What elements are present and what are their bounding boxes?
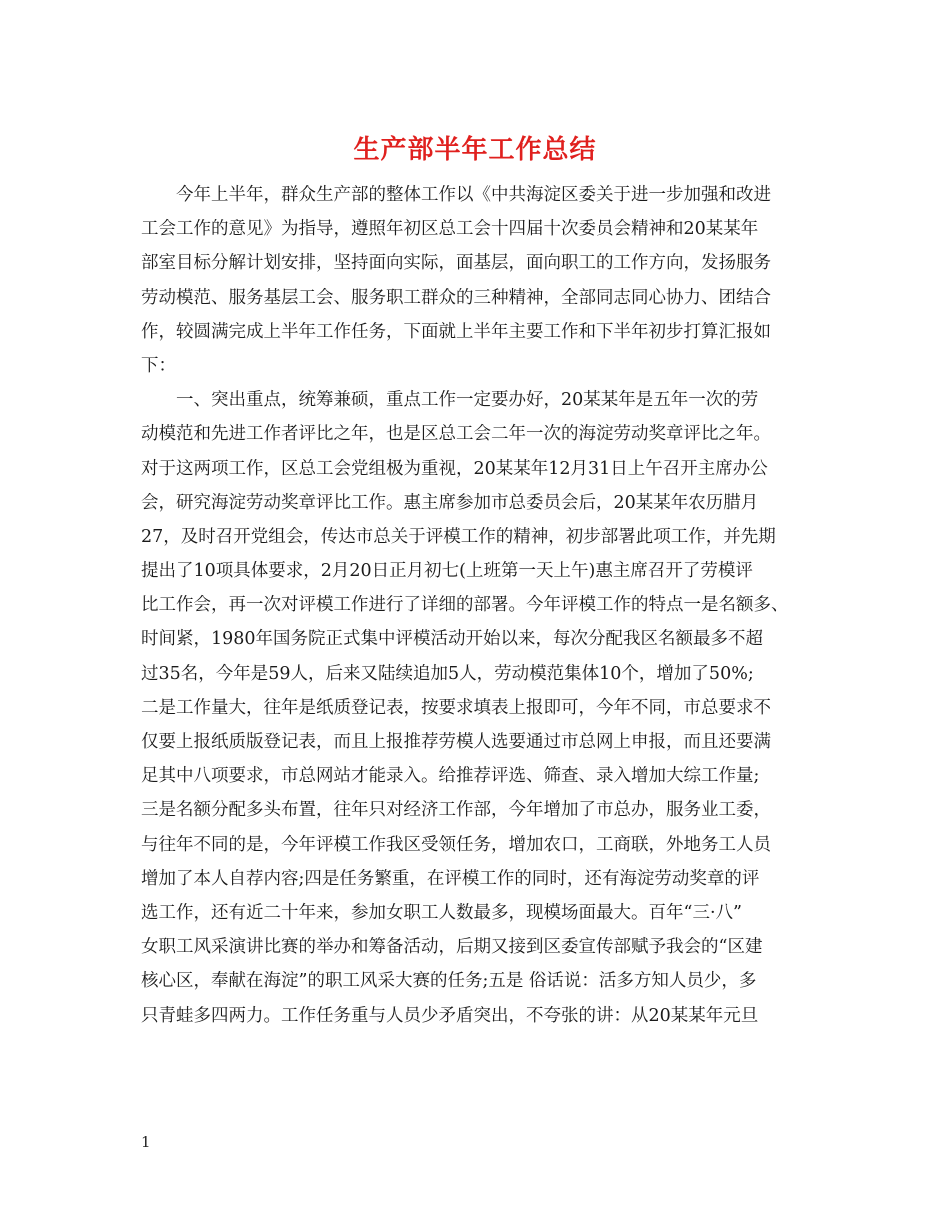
text-line: 只青蛙多四两力。工作任务重与人员少矛盾突出，不夸张的讲：从20某某年元旦 [141, 1005, 759, 1026]
text-line: 对于这两项工作，区总工会党组极为重视，20某某年12月31日上午召开主席办公 [141, 458, 768, 479]
text-line: 比工作会，再一次对评模工作进行了详细的部署。今年评模工作的特点一是名额多、 [141, 595, 789, 616]
page-number: 1 [141, 1133, 151, 1151]
text-line: 工会工作的意见》为指导，遵照年初区总工会十四届十次委员会精神和20某某年 [141, 219, 759, 240]
text-line: 会，研究海淀劳动奖章评比工作。惠主席参加市总委员会后，20某某年农历腊月 [141, 492, 759, 513]
document-body [141, 178, 813, 1033]
text-line: 二是工作量大，往年是纸质登记表，按要求填表上报即可，今年不同，市总要求不 [141, 697, 771, 718]
text-line: 与往年不同的是，今年评模工作我区受领任务，增加农口，工商联，外地务工人员 [141, 834, 771, 855]
text-line: 足其中八项要求，市总网站才能录入。给推荐评选、筛查、录入增加大综工作量; [141, 766, 760, 787]
text-line: 提出了10项具体要求，2月20日正月初七(上班第一天上午)惠主席召开了劳模评 [141, 561, 753, 582]
text-line: 动模范和先进工作者评比之年，也是区总工会二年一次的海淀劳动奖章评比之年。 [141, 424, 771, 445]
text-line: 时间紧，1980年国务院正式集中评模活动开始以来，每次分配我区名额最多不超 [141, 629, 764, 650]
text-line: 一、突出重点，统筹兼硕，重点工作一定要办好，20某某年是五年一次的劳 [176, 390, 759, 411]
text-line: 选工作，还有近二十年来，参加女职工人数最多，现模场面最大。百年“三·八” [141, 902, 742, 923]
text-line: 下： [141, 355, 176, 376]
text-line: 核心区，奉献在海淀”的职工风采大赛的任务;五是 俗话说：活多方知人员少，多 [141, 971, 757, 992]
text-line: 增加了本人自荐内容;四是任务繁重，在评模工作的同时，还有海淀劳动奖章的评 [141, 868, 760, 889]
text-line: 劳动模范、服务基层工会、服务职工群众的三种精神，全部同志同心协力、团结合 [141, 287, 771, 308]
text-line: 过35名，今年是59人，后来又陆续追加5人，劳动模范集体10个，增加了50%; [141, 663, 754, 684]
text-line: 作，较圆满完成上半年工作任务，下面就上半年主要工作和下半年初步打算汇报如 [141, 321, 771, 342]
text-line: 27，及时召开党组会，传达市总关于评模工作的精神，初步部署此项工作，并先期 [141, 526, 776, 547]
text-line: 部室目标分解计划安排，坚持面向实际，面基层，面向职工的工作方向，发扬服务 [141, 253, 771, 274]
text-line: 三是名额分配多头布置，往年只对经济工作部，今年增加了市总办，服务业工委， [141, 800, 771, 821]
text-line: 仅要上报纸质版登记表，而且上报推荐劳模人选要通过市总网上申报，而且还要满 [141, 732, 771, 752]
text-line: 今年上半年，群众生产部的整体工作以《中共海淀区委关于进一步加强和改进 [176, 185, 771, 205]
document-title: 生产部半年工作总结 [353, 135, 597, 165]
text-line: 女职工风采演讲比赛的举办和筹备活动，后期又接到区委宣传部赋予我会的“区建 [141, 937, 763, 958]
